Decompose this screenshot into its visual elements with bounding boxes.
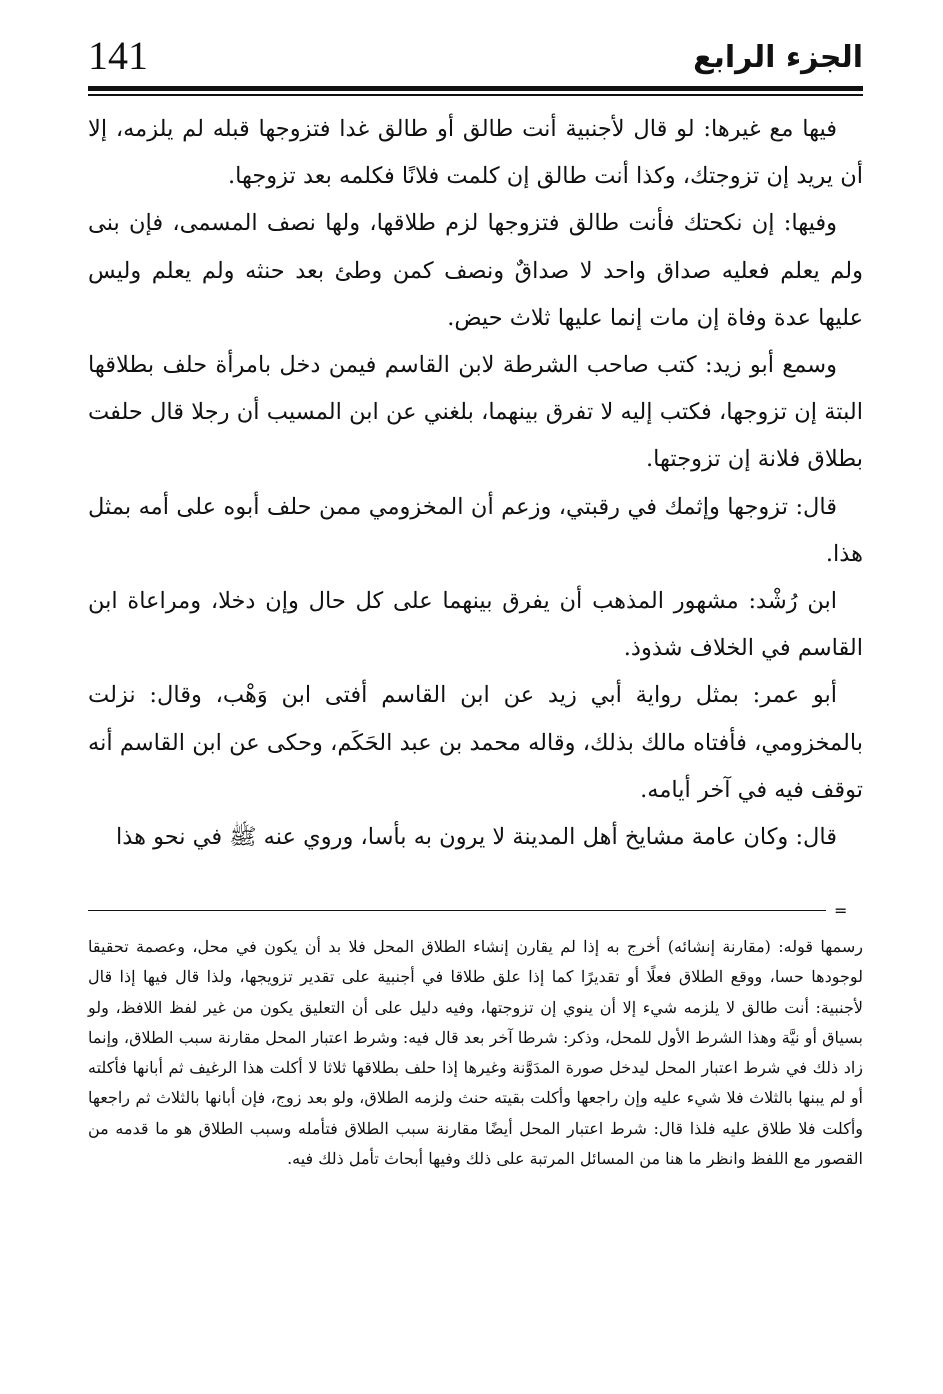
- header-rule: [88, 86, 863, 91]
- footnote-text: رسمها قوله: (مقارنة إنشائه) أخرج به إذا لم يقارن إنشاء الطلاق المحل فلا بد أن يكون في محل، وعصمة تحقيقا لوجودها حسا، ووقع الطلاق فعلًا أو تقديرًا كما إذا علق طلاقا في أجنبية على تقدير تزويجها، ولذا قال فيها إذا قال لأجنبية: أنت طالق لا يلزمه شيء إلا أن ينوي إن تزوجتها، وفيه دليل على أن التعليق يكون من غير لفظ اللافظ، ولو بسياق أو نيَّة وهذا الشرط الأول للمحل، وذكر: شرطا آخر بعد قال فيه: وشرط اعتبار المحل مقارنة سبب الطلاق، وإنما زاد ذلك في شرط اعتبار المحل ليدخل صورة المدَوَّنة وغيرها إذا حلف بطلاقها ثلاثا لا أكلت هذا الرغيف ثم أبانها فأكلته أو لم يبنها بالثلاث فلا شيء عليه وإن راجعها وأكلت بقيته حنث ولزمه الطلاق، ولو بعد زوج، فإن أبانها بالثلاث ثم راجعها وأكلت فلا طلاق عليه فلذا قال: شرط اعتبار المحل أيضًا مقارنة سبب الطلاق فتأمله وسبب الطلاق هو ما قدمه من القصور مع اللفظ وانظر ما هنا من المسائل المرتبة على ذلك وفيها أبحاث تأمل ذلك فيه.: [88, 937, 863, 1169]
- paragraph: قال: وكان عامة مشايخ أهل المدينة لا يرون به بأسا، وروي عنه ﷺ في نحو هذا: [116, 824, 837, 851]
- paragraph: وسمع أبو زيد: كتب صاحب الشرطة لابن القاسم فيمن دخل بامرأة حلف بطلاقها البتة إن تزوجها، فكتب إليه لا تفرق بينهما، بلغني عن ابن المسيب أن رجلا قال حلفت بطلاق فلانة إن تزوجتها.: [88, 352, 863, 473]
- page-header: [88, 26, 863, 82]
- footnote-rule: [88, 910, 826, 911]
- running-title: الجزء الرابع: [693, 40, 863, 75]
- paragraph: فيها مع غيرها: لو قال لأجنبية أنت طالق أو طالق غدا فتزوجها قبله لم يلزمه، إلا أن يريد إن تزوجتك، وكذا أنت طالق إن كلمت فلانًا فكلمه بعد تزوجها.: [88, 116, 863, 190]
- header-rule-thin: [88, 94, 863, 96]
- paragraph: قال: تزوجها وإثمك في رقبتي، وزعم أن المخزومي ممن حلف أبوه على أمه بمثل هذا.: [88, 493, 863, 567]
- footnote-continuation-mark: =: [834, 901, 848, 920]
- paragraph: ابن رُشْد: مشهور المذهب أن يفرق بينهما على كل حال وإن دخلا، ومراعاة ابن القاسم في الخلاف شذوذ.: [88, 588, 863, 662]
- paragraph: وفيها: إن نكحتك فأنت طالق فتزوجها لزم طلاقها، ولها نصف المسمى، فإن بنى ولم يعلم فعليه صداق واحد لا صداقٌ ونصف كمن وطئ بعد حنثه ولم يعلم وليس عليها عدة وفاة إن مات إنما عليها ثلاث حيض.: [88, 210, 863, 331]
- main-text: [88, 106, 863, 861]
- paragraph: أبو عمر: بمثل رواية أبي زيد عن ابن القاسم أفتى ابن وَهْب، وقال: نزلت بالمخزومي، فأفتاه مالك بذلك، وقاله محمد بن عبد الحَكَم، وحكى عن ابن القاسم أنه توقف فيه في آخر أيامه.: [88, 682, 863, 803]
- page-number: 141: [88, 33, 148, 78]
- footnote-separator: [88, 901, 858, 920]
